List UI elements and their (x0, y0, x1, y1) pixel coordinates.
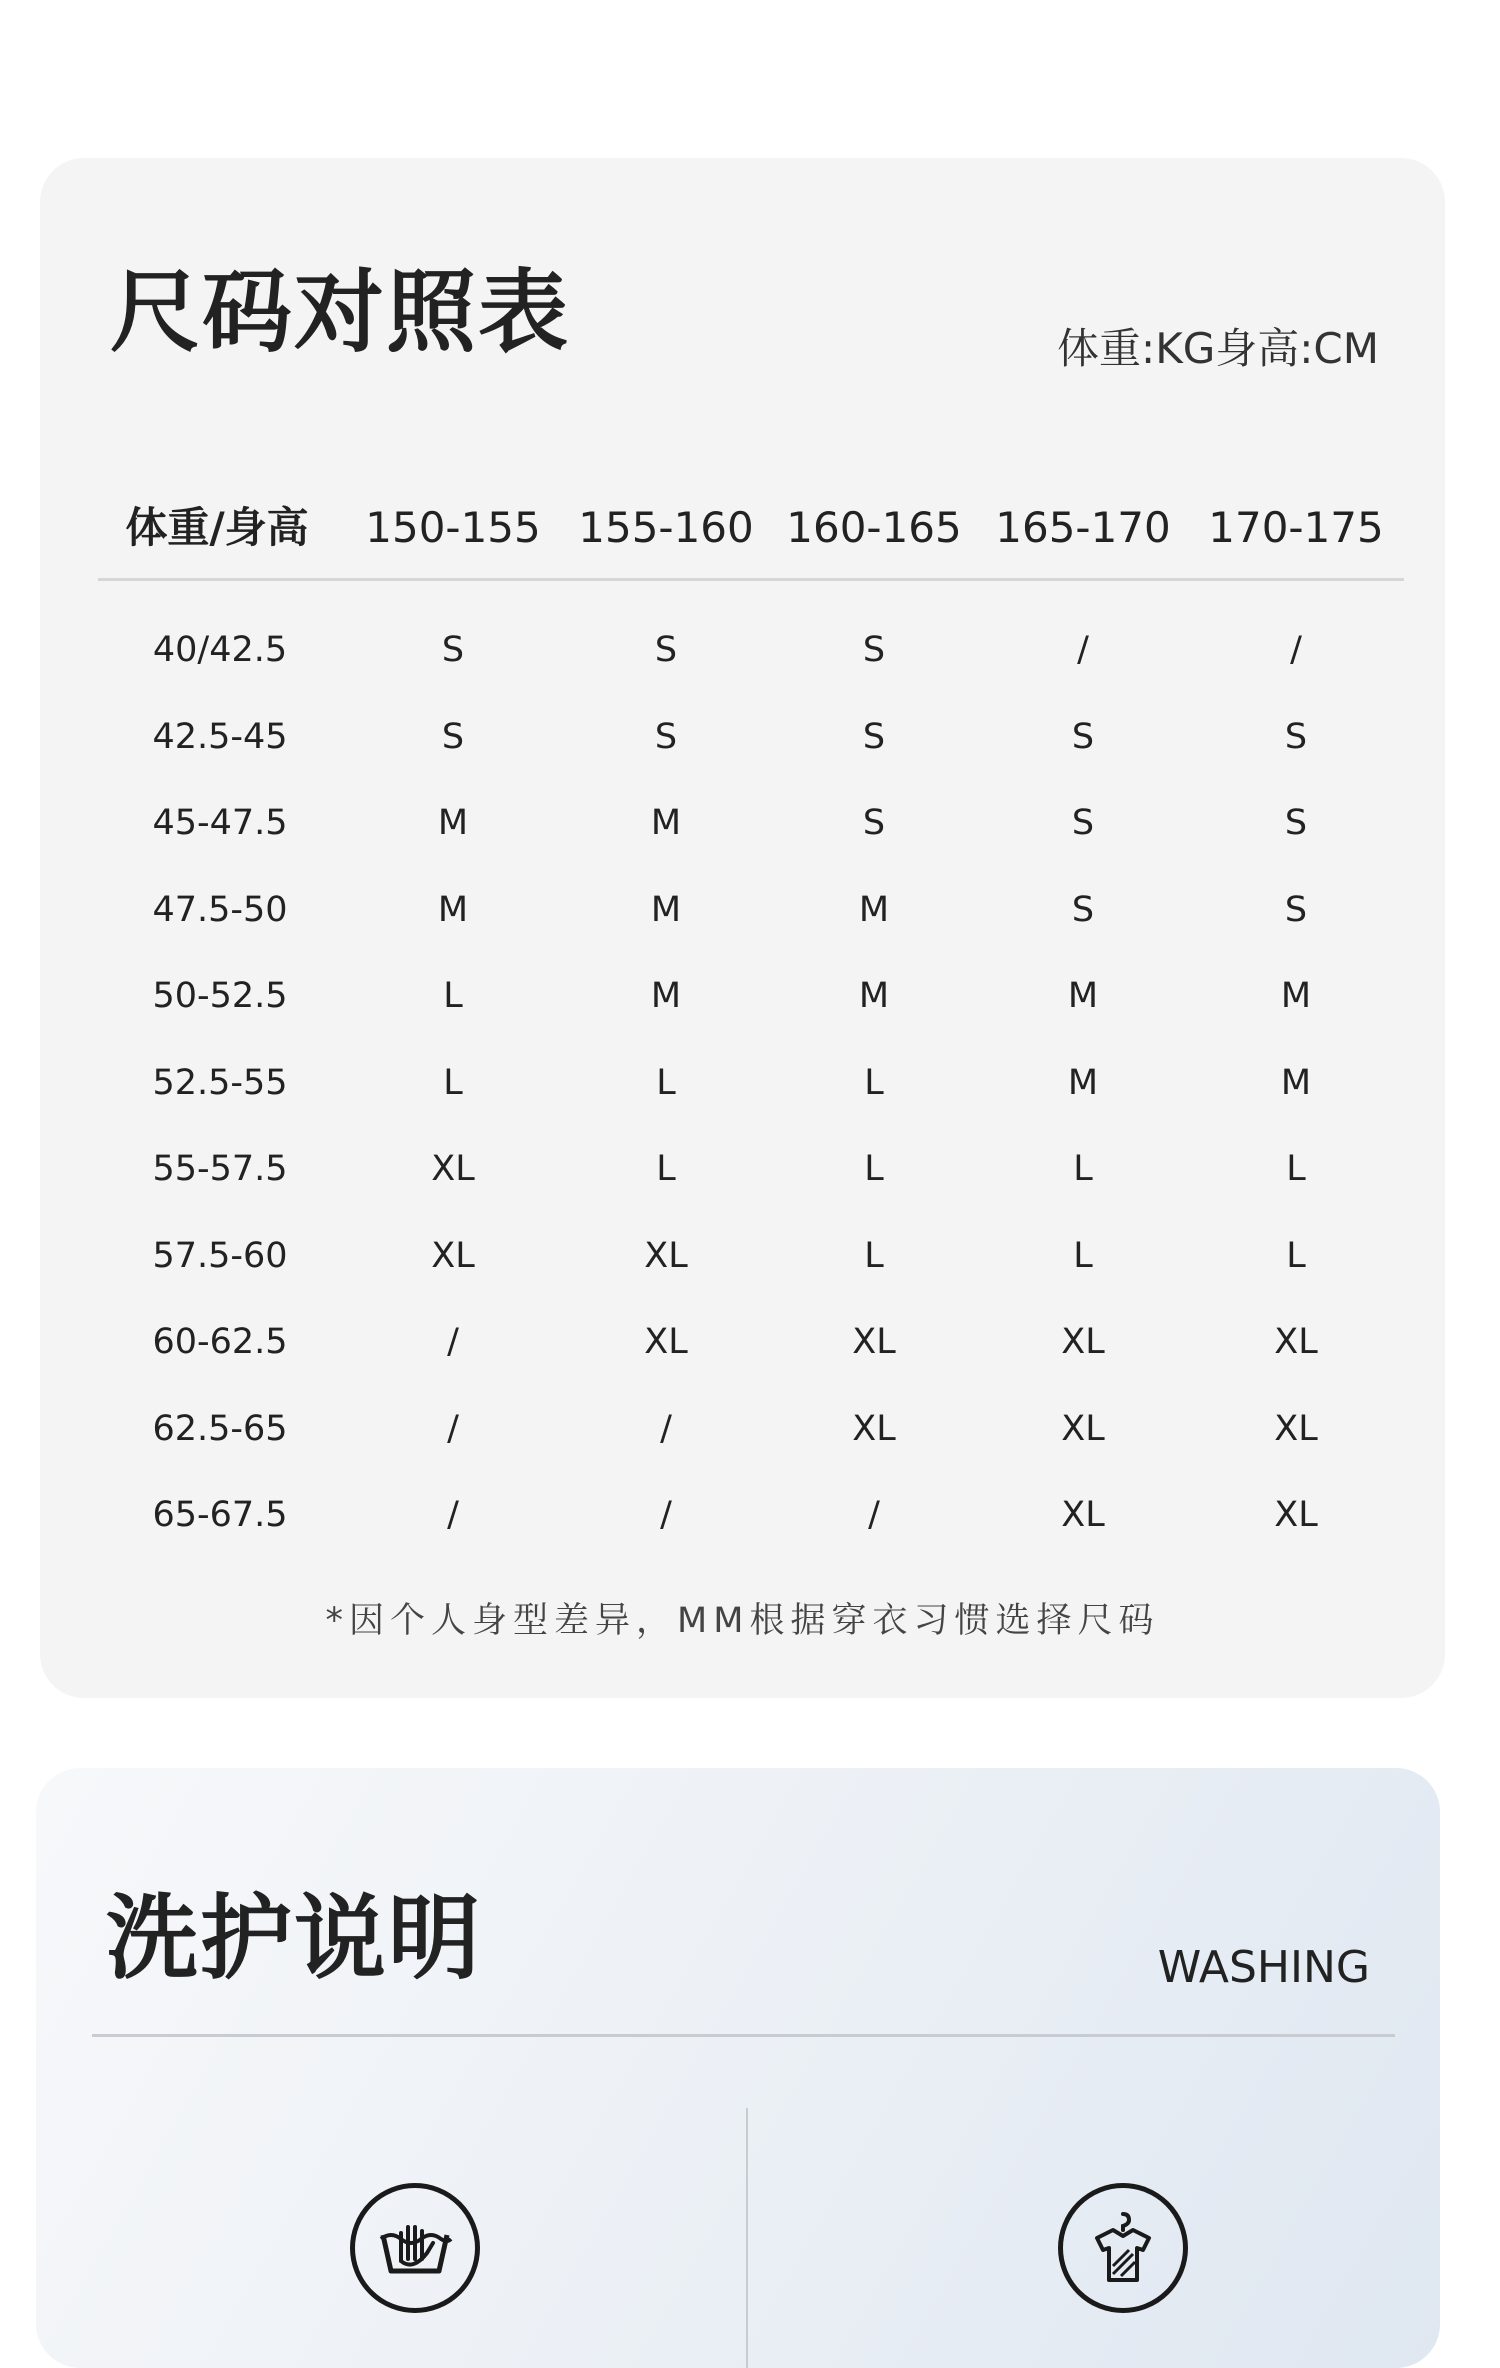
size-cell: XL (644, 1235, 688, 1276)
size-cell: XL (1274, 1495, 1318, 1535)
size-cell: / (868, 1495, 880, 1535)
header-col-5: 170-175 (1208, 503, 1384, 552)
size-cell: S (1284, 716, 1308, 757)
size-cell: M (437, 803, 469, 843)
icon-column-divider (746, 2108, 748, 2368)
size-cell: M (650, 803, 682, 843)
size-cell: M (650, 976, 682, 1016)
size-cell: M (650, 889, 682, 930)
shirt-drying-icon (1058, 2183, 1188, 2313)
washing-card (36, 1768, 1440, 2368)
size-cell: S (1284, 803, 1308, 843)
table-row (40, 1399, 1445, 1486)
row-weight: 57.5-60 (152, 1235, 288, 1276)
row-weight: 50-52.5 (152, 976, 288, 1016)
size-cell: / (447, 1495, 459, 1535)
size-cell: S (1071, 889, 1095, 930)
header-col-4: 165-170 (995, 503, 1171, 552)
size-cell: L (1073, 1235, 1093, 1276)
size-cell: S (1071, 716, 1095, 757)
row-weight: 47.5-50 (152, 889, 288, 930)
table-header (40, 498, 1445, 558)
size-cell: XL (1061, 1322, 1105, 1362)
size-cell: S (1284, 889, 1308, 930)
washing-subtitle: WASHING (1157, 1942, 1370, 1993)
size-cell: L (656, 1149, 676, 1189)
row-weight: 55-57.5 (152, 1149, 288, 1189)
size-cell: XL (644, 1322, 688, 1362)
size-cell: L (443, 976, 463, 1016)
size-cell: XL (852, 1408, 896, 1449)
size-chart-card (40, 158, 1445, 1698)
row-weight: 62.5-65 (152, 1408, 288, 1449)
size-cell: L (864, 1062, 884, 1103)
header-col-2: 155-160 (578, 503, 754, 552)
size-cell: S (1071, 803, 1095, 843)
size-cell: M (437, 889, 469, 930)
size-cell: / (660, 1408, 672, 1449)
size-cell: / (447, 1322, 459, 1362)
size-cell: XL (431, 1149, 475, 1189)
size-cell: XL (1274, 1322, 1318, 1362)
size-cell: S (862, 716, 886, 757)
table-row (40, 1139, 1445, 1226)
size-cell: M (1067, 976, 1099, 1016)
size-cell: XL (1274, 1408, 1318, 1449)
header-col-3: 160-165 (786, 503, 962, 552)
size-cell: S (441, 630, 465, 670)
size-chart-title: 尺码对照表 (110, 260, 570, 365)
size-cell: XL (1061, 1408, 1105, 1449)
size-cell: / (660, 1495, 672, 1535)
size-cell: L (1073, 1149, 1093, 1189)
header-col-1: 150-155 (365, 503, 541, 552)
table-row (40, 1226, 1445, 1313)
size-cell: S (654, 630, 678, 670)
size-cell: L (864, 1235, 884, 1276)
size-footnote: *因个人身型差异，MM根据穿衣习惯选择尺码 (325, 1601, 1160, 1641)
size-cell: S (441, 716, 465, 757)
table-row (40, 880, 1445, 967)
table-row (40, 966, 1445, 1053)
row-weight: 52.5-55 (152, 1062, 288, 1103)
size-cell: M (1067, 1062, 1099, 1103)
header-divider (98, 578, 1404, 581)
size-cell: S (654, 716, 678, 757)
size-cell: S (862, 803, 886, 843)
size-cell: L (656, 1062, 676, 1103)
size-cell: M (858, 889, 890, 930)
size-cell: L (864, 1149, 884, 1189)
size-cell: S (862, 630, 886, 670)
hand-wash-basin-icon (350, 2183, 480, 2313)
size-cell: M (1280, 1062, 1312, 1103)
size-cell: L (443, 1062, 463, 1103)
header-weight-height: 体重/身高 (125, 503, 309, 552)
table-row (40, 793, 1445, 880)
size-cell: XL (852, 1322, 896, 1362)
size-cell: XL (431, 1235, 475, 1276)
size-cell: M (858, 976, 890, 1016)
row-weight: 65-67.5 (152, 1495, 288, 1535)
row-weight: 40/42.5 (152, 630, 288, 670)
size-cell: / (1290, 630, 1302, 670)
table-row (40, 707, 1445, 794)
table-row (40, 1053, 1445, 1140)
size-cell: XL (1061, 1495, 1105, 1535)
row-weight: 42.5-45 (152, 716, 288, 757)
table-row (40, 1312, 1445, 1399)
washing-title: 洗护说明 (106, 1885, 483, 1992)
table-row (40, 620, 1445, 707)
size-cell: L (1286, 1235, 1306, 1276)
washing-divider (92, 2034, 1395, 2037)
row-weight: 60-62.5 (152, 1322, 288, 1362)
table-row (40, 1485, 1445, 1572)
size-cell: / (447, 1408, 459, 1449)
size-cell: L (1286, 1149, 1306, 1189)
row-weight: 45-47.5 (152, 803, 288, 843)
size-table-body (40, 620, 1445, 1572)
unit-note: 体重:KG身高:CM (1057, 324, 1379, 373)
size-cell: M (1280, 976, 1312, 1016)
size-cell: / (1077, 630, 1089, 670)
